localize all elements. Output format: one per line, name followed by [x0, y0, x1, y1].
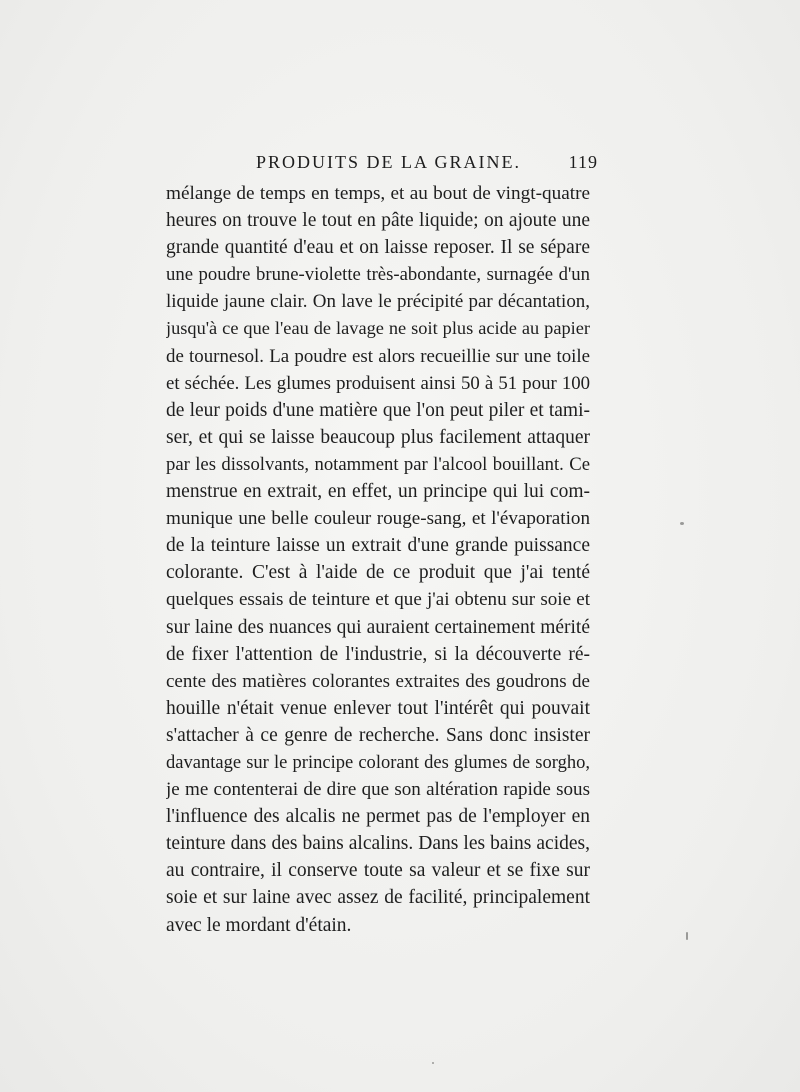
text-line: de la teinture laisse un extrait d'une grande puissance [166, 535, 590, 557]
text-line: et séchée. Les glumes produisent ainsi 50 à 51 pour 100 [166, 372, 590, 394]
text-line: une poudre brune-violette très-abondante, surnagée d'un [166, 264, 590, 286]
text-line: avec le mordant d'étain. [166, 914, 352, 936]
running-title: PRODUITS DE LA GRAINE. [256, 152, 522, 172]
text-line: heures on trouve le tout en pâte liquide; on ajoute une [166, 210, 590, 232]
text-line: teinture dans des bains alcalins. Dans les bains acides, [166, 833, 590, 855]
text-line: je me contenterai de dire que son altération rapide sous [166, 779, 590, 801]
running-head [160, 152, 600, 176]
text-line: de fixer l'attention de l'industrie, si la découverte ré- [166, 643, 590, 665]
text-line: soie et sur laine avec assez de facilité, principalement [166, 887, 590, 909]
text-line: s'attacher à ce genre de recherche. Sans donc insister [166, 724, 590, 746]
text-line: l'influence des alcalis ne permet pas de l'employer en [166, 806, 590, 828]
text-line: par les dissolvants, notamment par l'alcool bouillant. Ce [166, 453, 590, 475]
text-line: cente des matières colorantes extraites des goudrons de [166, 670, 590, 692]
text-line: liquide jaune clair. On lave le précipité par décantation, [166, 291, 590, 313]
scan-speck [686, 932, 688, 940]
text-line: au contraire, il conserve toute sa valeur et se fixe sur [166, 860, 590, 882]
scan-speck [432, 1062, 434, 1064]
text-line: quelques essais de teinture et que j'ai obtenu sur soie et [166, 589, 590, 611]
text-line: colorante. C'est à l'aide de ce produit que j'ai tenté [166, 562, 590, 584]
text-line: munique une belle couleur rouge-sang, et l'évaporation [166, 508, 590, 530]
text-line: sur laine des nuances qui auraient certainement mérité [166, 616, 590, 638]
page-number: 119 [568, 152, 598, 172]
text-line: grande quantité d'eau et on laisse reposer. Il se sépare [166, 237, 590, 259]
text-line: mélange de temps en temps, et au bout de vingt-quatre [166, 183, 590, 204]
scan-speck [680, 522, 684, 525]
text-line: ser, et qui se laisse beaucoup plus facilement attaquer [166, 426, 590, 448]
text-line: jusqu'à ce que l'eau de lavage ne soit plus acide au papier [166, 318, 590, 339]
text-line: de tournesol. La poudre est alors recueillie sur une toile [166, 345, 590, 367]
text-line: menstrue en extrait, en effet, un principe qui lui com- [166, 481, 590, 503]
text-line: davantage sur le principe colorant des glumes de sorgho, [166, 751, 590, 773]
body-paragraph [166, 180, 590, 939]
text-line: houille n'était venue enlever tout l'intérêt qui pouvait [166, 697, 590, 719]
text-line: de leur poids d'une matière que l'on peut piler et tami- [166, 399, 590, 421]
